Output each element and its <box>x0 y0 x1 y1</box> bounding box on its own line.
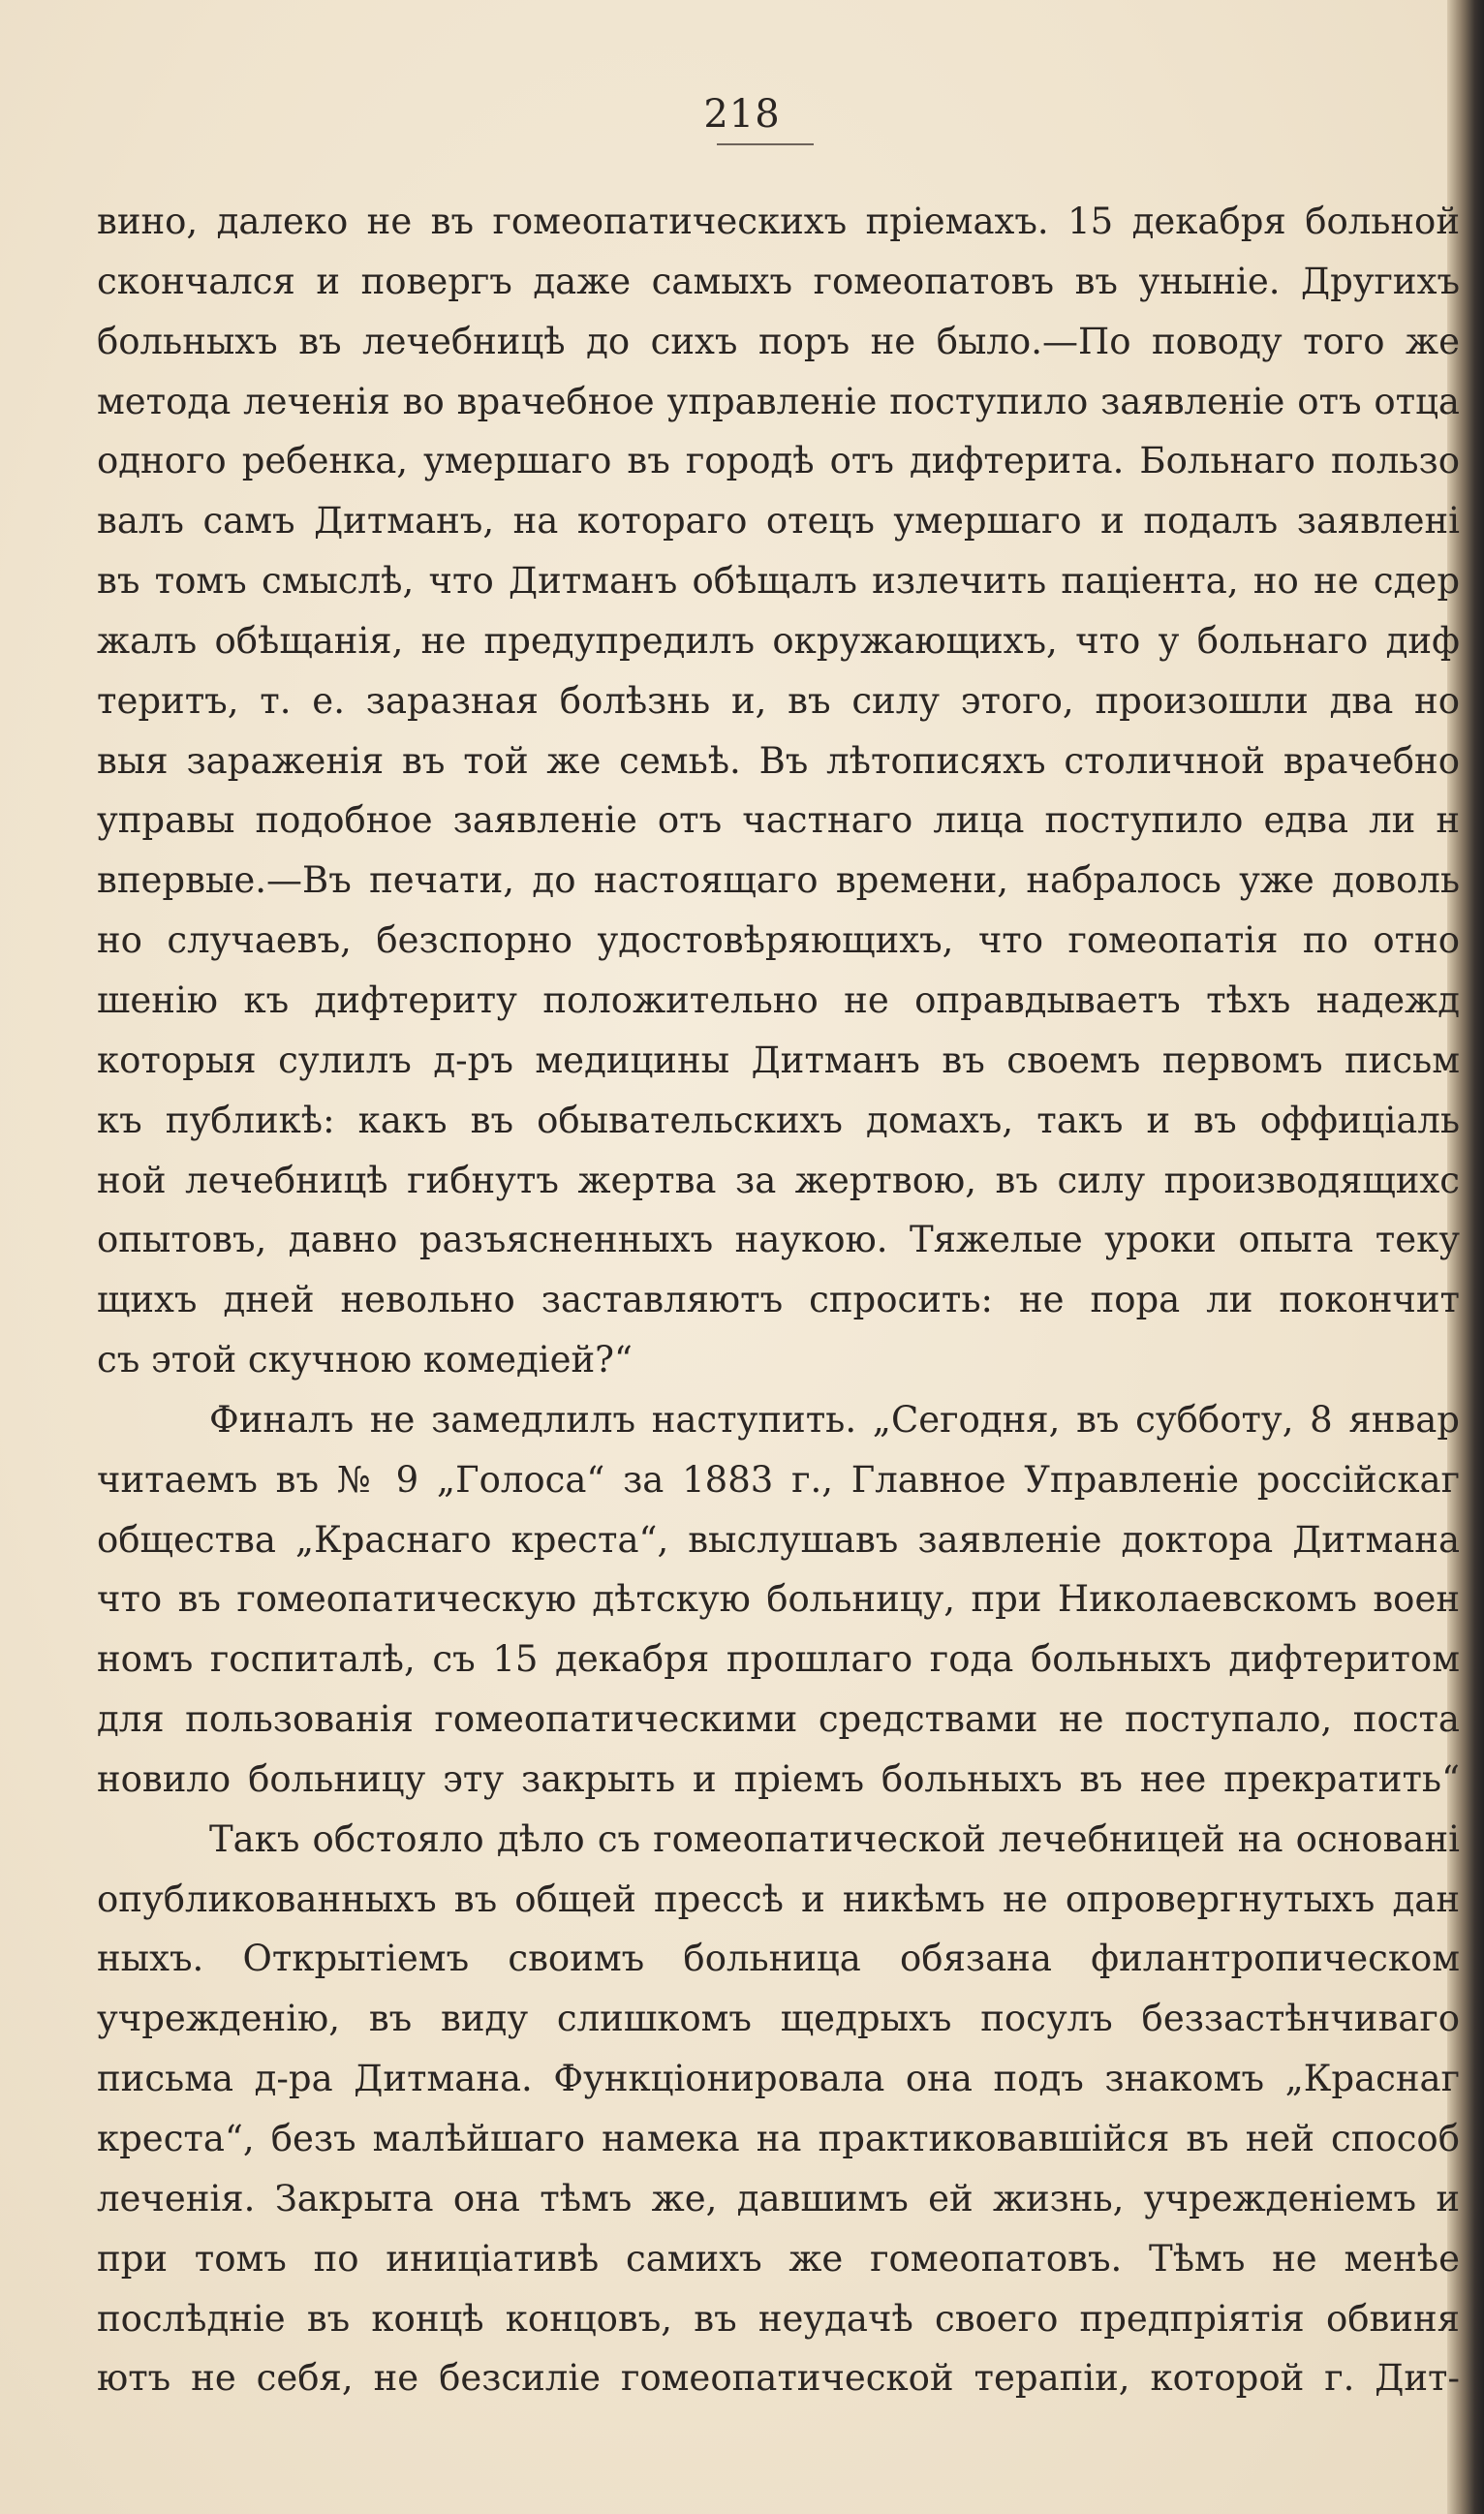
text-line: новило больницу эту закрыть и пріемъ больныхъ въ нее прекратить“ <box>97 1757 1460 1800</box>
text-line: больныхъ въ лечебницѣ до сихъ поръ не было.—По поводу того же <box>97 320 1460 362</box>
text-line: теритъ, т. е. заразная болѣзнь и, въ силу этого, произошли два но <box>97 679 1460 722</box>
text-line: леченія. Закрыта она тѣмъ же, давшимъ ей жизнь, учрежденіемъ и <box>97 2177 1460 2219</box>
body-text <box>97 192 1460 2408</box>
text-line: въ томъ смыслѣ, что Дитманъ обѣщалъ излечить паціента, но не сдер <box>97 560 1460 603</box>
text-line: для пользованія гомеопатическими средствами не поступало, поста <box>97 1698 1460 1741</box>
text-line: учрежденію, въ виду слишкомъ щедрыхъ посулъ беззастѣнчиваго <box>97 1998 1460 2040</box>
page-number-underline <box>717 143 814 145</box>
text-line: Такъ обстояло дѣло съ гомеопатической лечебницей на основані <box>209 1817 1460 1860</box>
text-line: метода леченія во врачебное управленіе поступило заявленіе отъ отца <box>97 380 1460 422</box>
text-line: съ этой скучною комедіей?“ <box>97 1339 633 1381</box>
text-line: одного ребенка, умершаго въ городѣ отъ дифтерита. Больнаго пользо <box>97 440 1460 482</box>
text-line: ютъ не себя, не безсиліе гомеопатической терапіи, которой г. Дит- <box>97 2357 1460 2400</box>
text-line: Финалъ не замедлилъ наступить. „Сегодня, въ субботу, 8 январ <box>209 1398 1460 1441</box>
text-line: номъ госпиталѣ, съ 15 декабря прошлаго года больныхъ дифтеритом <box>97 1638 1460 1681</box>
text-line: при томъ по иниціативѣ самихъ же гомеопатовъ. Тѣмъ не менѣе <box>97 2237 1460 2280</box>
text-line: вино, далеко не въ гомеопатическихъ пріемахъ. 15 декабря больной <box>97 201 1460 242</box>
text-line: которыя сулилъ д-ръ медицины Дитманъ въ своемъ первомъ письм <box>97 1039 1460 1081</box>
text-line: управы подобное заявленіе отъ частнаго лица поступило едва ли н <box>97 799 1460 842</box>
text-line: что въ гомеопатическую дѣтскую больницу, при Николаевскомъ воен <box>97 1578 1460 1621</box>
text-line: выя зараженія въ той же семьѣ. Въ лѣтописяхъ столичной врачебно <box>97 739 1460 782</box>
text-line: жалъ обѣщанія, не предупредилъ окружающихъ, что у больнаго диф <box>97 619 1460 662</box>
text-line: общества „Краснаго креста“, выслушавъ заявленіе доктора Дитмана <box>97 1518 1460 1561</box>
page-number: 218 <box>703 92 781 137</box>
text-line: опубликованныхъ въ общей прессѣ и никѣмъ не опровергнутыхъ дан <box>97 1878 1460 1920</box>
text-line: валъ самъ Дитманъ, на котораго отецъ умершаго и подалъ заявлені <box>97 500 1460 543</box>
text-line: но случаевъ, безспорно удостовѣряющихъ, что гомеопатія по отно <box>97 919 1460 962</box>
text-line: ной лечебницѣ гибнутъ жертва за жертвою, въ силу производящихс <box>97 1159 1460 1201</box>
text-line: опытовъ, давно разъясненныхъ наукою. Тяжелые уроки опыта теку <box>97 1219 1460 1261</box>
text-line: письма д-ра Дитмана. Функціонировала она подъ знакомъ „Краснаг <box>97 2058 1460 2100</box>
text-line: послѣдніе въ концѣ концовъ, въ неудачѣ своего предпріятія обвиня <box>97 2297 1460 2340</box>
text-line: къ публикѣ: какъ въ обывательскихъ домахъ, такъ и въ оффиціаль <box>97 1099 1460 1141</box>
text-line: шенію къ дифтериту положительно не оправдываетъ тѣхъ надежд <box>97 978 1460 1021</box>
text-line: креста“, безъ малѣйшаго намека на практиковавшійся въ ней способ <box>97 2118 1460 2159</box>
text-line: читаемъ въ № 9 „Голоса“ за 1883 г., Главное Управленіе россійскаг <box>97 1458 1460 1501</box>
text-line: ныхъ. Открытіемъ своимъ больница обязана филантропическом <box>97 1938 1460 1980</box>
text-line: впервые.—Въ печати, до настоящаго времени, набралось уже доволь <box>97 859 1460 902</box>
text-line: щихъ дней невольно заставляютъ спросить: не пора ли покончит <box>97 1279 1460 1321</box>
text-line: скончался и повергъ даже самыхъ гомеопатовъ въ уныніе. Другихъ <box>97 260 1460 302</box>
